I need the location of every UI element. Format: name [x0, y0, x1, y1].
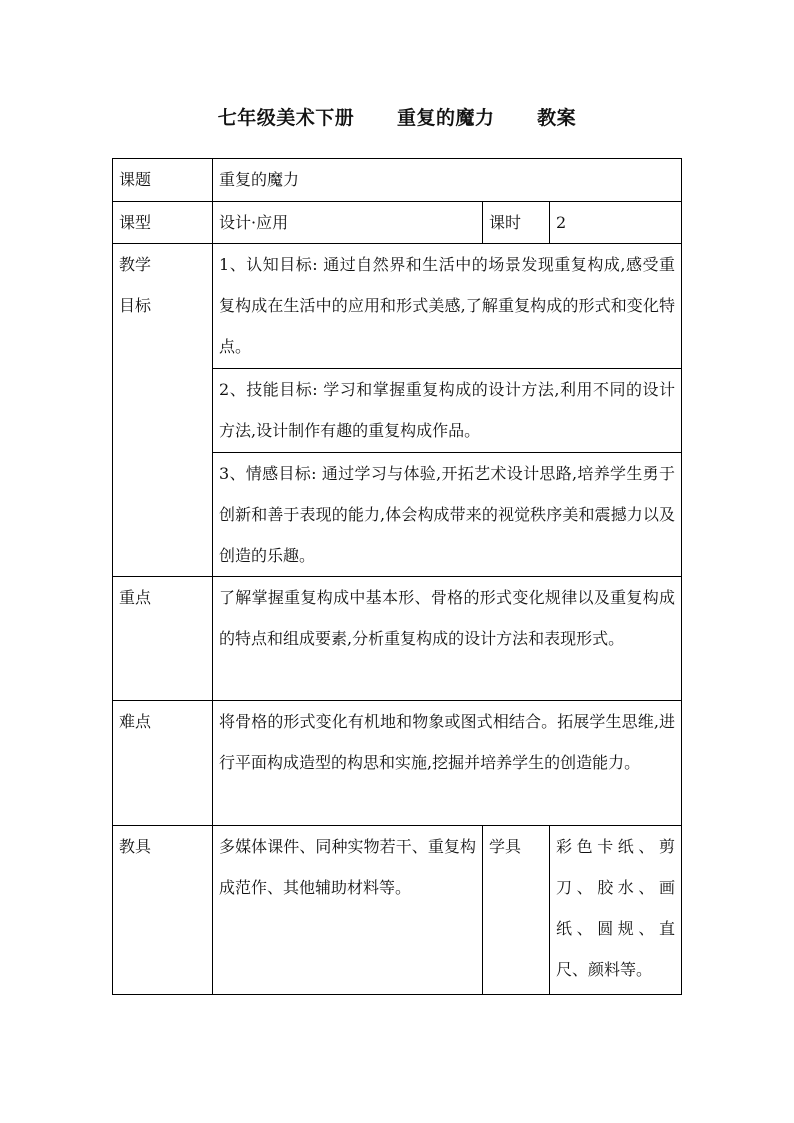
- key-points-row: [113, 577, 682, 701]
- objective-row-1: [113, 244, 682, 369]
- key-points-label: 重点: [113, 577, 213, 701]
- teacher-materials-label: 教具: [113, 826, 213, 995]
- objectives-label-line2: 目标: [119, 296, 152, 315]
- type-label: 课型: [113, 202, 213, 244]
- materials-row: [113, 826, 682, 995]
- difficulties-row: [113, 701, 682, 826]
- objectives-label-cell: [113, 244, 213, 577]
- difficulties-value: 将骨格的形式变化有机地和物象或图式相结合。拓展学生思维,进行平面构成造型的构思和实施,挖掘并培养学生的创造能力。: [213, 701, 682, 826]
- topic-value: 重复的魔力: [213, 159, 682, 202]
- student-materials-label: 学具: [483, 826, 550, 995]
- type-row: [113, 202, 682, 244]
- student-materials-value: 彩色卡纸、剪刀、胶水、画纸、圆规、直尺、颜料等。: [550, 826, 682, 995]
- teacher-materials-value: 多媒体课件、同种实物若干、重复构成范作、其他辅助材料等。: [213, 826, 483, 995]
- objective-affective: 3、情感目标: 通过学习与体验,开拓艺术设计思路,培养学生勇于创新和善于表现的能力,体会构成带来的视觉秩序美和震撼力以及创造的乐趣。: [213, 453, 682, 577]
- type-value: 设计·应用: [213, 202, 483, 244]
- objective-skill: 2、技能目标: 学习和掌握重复构成的设计方法,利用不同的设计方法,设计制作有趣的重复构成作品。: [213, 369, 682, 453]
- document-title: 七年级美术下册 重复的魔力 教案: [217, 107, 577, 129]
- objectives-label-line1: 教学: [119, 255, 152, 274]
- key-points-value: 了解掌握重复构成中基本形、骨格的形式变化规律以及重复构成的特点和组成要素,分析重复构成的设计方法和表现形式。: [213, 577, 682, 701]
- topic-label: 课题: [113, 159, 213, 202]
- objective-cognitive: 1、认知目标: 通过自然界和生活中的场景发现重复构成,感受重复构成在生活中的应用和形式美感,了解重复构成的形式和变化特点。: [213, 244, 682, 369]
- difficulties-label: 难点: [113, 701, 213, 826]
- hours-value: 2: [550, 202, 682, 244]
- lesson-plan-table: [112, 158, 682, 995]
- hours-label: 课时: [483, 202, 550, 244]
- topic-row: [113, 159, 682, 202]
